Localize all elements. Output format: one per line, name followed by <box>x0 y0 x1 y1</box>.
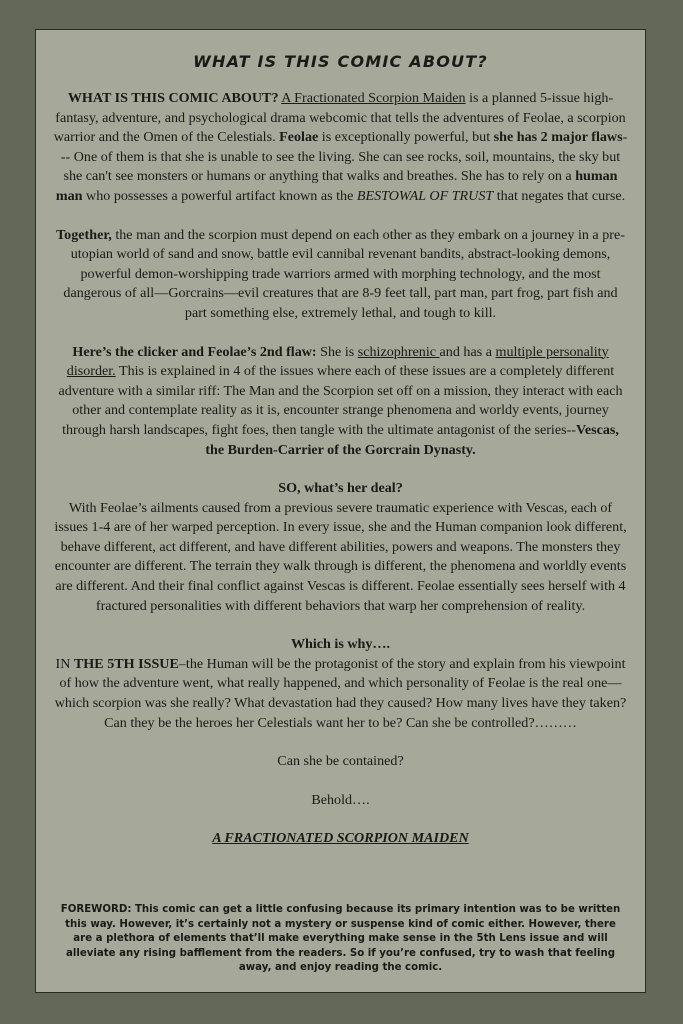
behold-line: Behold…. <box>311 791 370 808</box>
intro-paragraph <box>52 89 629 207</box>
fifth-issue-text: THE 5TH ISSUE <box>73 655 179 672</box>
schizophrenic-link[interactable]: schizophrenic <box>357 343 440 360</box>
why-text-2: –the Human will be the protagonist of the story and explain from his viewpoint of how the adventure went, what really happened, and which personality of Feolae is the real one—which scorpion was she really? What devastation had they caused? How many lives have they taken? Can they be the heroes her Celestials want her to be? Can she be controlled?……… <box>54 655 627 731</box>
intro-text-2: is exceptionally powerful, but <box>318 129 494 146</box>
villain-name: Vescas, the Burden-Carrier of the Gorcrain Dynasty. <box>205 421 619 458</box>
clicker-text-3: This is explained in 4 of the issues where each of these issues are a completely different adventure with a similar riff: The Man and the Scorpion set off on a mission, they interact with each other and contemplate reality as it is, encounter strange phenomena and worldy events, journey through harsh landscapes, fight foes, then tangle with the ultimate antagonist of the series-- <box>58 363 623 438</box>
clicker-text-2: and has a <box>439 343 496 360</box>
comic-title-link[interactable]: A Fractionated Scorpion Maiden <box>281 90 466 106</box>
intro-text-4: who possesses a powerful artifact known as the <box>82 187 357 204</box>
foreword-note: FOREWORD: This comic can get a little confusing because its primary intention was to be written this way. However, it’s certainly not a mystery or suspense kind of comic either. However, there are a plethora of elements that’ll make everything make sense in the 5th Lens issue and will alleviate any rising bafflement from the readers. So if you’re confused, try to wash that feeling away, and enjoy reading the comic. <box>60 904 621 974</box>
clicker-paragraph <box>52 343 629 461</box>
together-lead: Together, <box>56 226 112 243</box>
human-man-text: human man <box>55 168 618 204</box>
article-body <box>36 89 645 849</box>
intro-text-5: that negates that curse. <box>493 187 626 204</box>
feolae-name: Feolae <box>279 129 319 146</box>
why-heading: Which is why…. <box>290 636 391 653</box>
why-text-1: IN <box>55 655 74 672</box>
contained-line: Can she be contained? <box>277 753 404 770</box>
together-text: the man and the scorpion must depend on each other as they embark on a journey in a pre-utopian world of sand and snow, battle evil cannibal revenant bandits, abstract-looking demons, powerful demon-worshipping trade warriors armed with morphing technology, and the most dangerous of all—Gorcrains—evil creatures that are 8-9 feet tall, part man, part frog, part fish and part something else, extremely lethal, and tough to kill. <box>63 226 625 321</box>
page-title: WHAT IS THIS COMIC ABOUT? <box>193 52 488 71</box>
deal-heading: SO, what’s her deal? <box>278 480 403 497</box>
intro-text-3: --- One of them is that she is unable to see the living. She can see rocks, soil, mountains, the sky but she can't see monsters or humans or anything that walks and breathes. She has to rely on a <box>60 129 628 185</box>
clicker-lead: Here’s the clicker and Feolae’s 2nd flaw: <box>72 343 317 360</box>
clicker-text-1: She is <box>316 343 358 360</box>
deal-section <box>52 479 629 616</box>
closing-title-link[interactable]: A FRACTIONATED SCORPION MAIDEN <box>212 830 469 847</box>
mpd-link[interactable]: multiple personality disorder. <box>66 343 609 380</box>
why-section <box>52 635 629 733</box>
intro-text-1: is a planned 5-issue high-fantasy, adventure, and psychological drama webcomic that tells the adventures of Feolae, a scorpion warrior and the Omen of the Celestials. <box>53 90 626 146</box>
artifact-name: BESTOWAL OF TRUST <box>356 187 494 204</box>
content-panel <box>35 29 646 993</box>
intro-lead: WHAT IS THIS COMIC ABOUT? <box>67 90 279 106</box>
deal-text: With Feolae’s ailments caused from a previous severe traumatic experience with Vescas, each of issues 1-4 are of her warped perception. In every issue, she and the Human companion look different, behave different, act different, and have different abilities, powers and weapons. The monsters they encounter are different. The terrain they walk through is different, the phenomena and worldly events are different. And their final conflict against Vescas is different. Feolae essentially sees herself with 4 fractured personalities with different behaviors that warp her comprehension of reality. <box>54 499 627 614</box>
together-paragraph <box>52 226 629 324</box>
flaws-text: she has 2 major flaws <box>493 129 623 146</box>
